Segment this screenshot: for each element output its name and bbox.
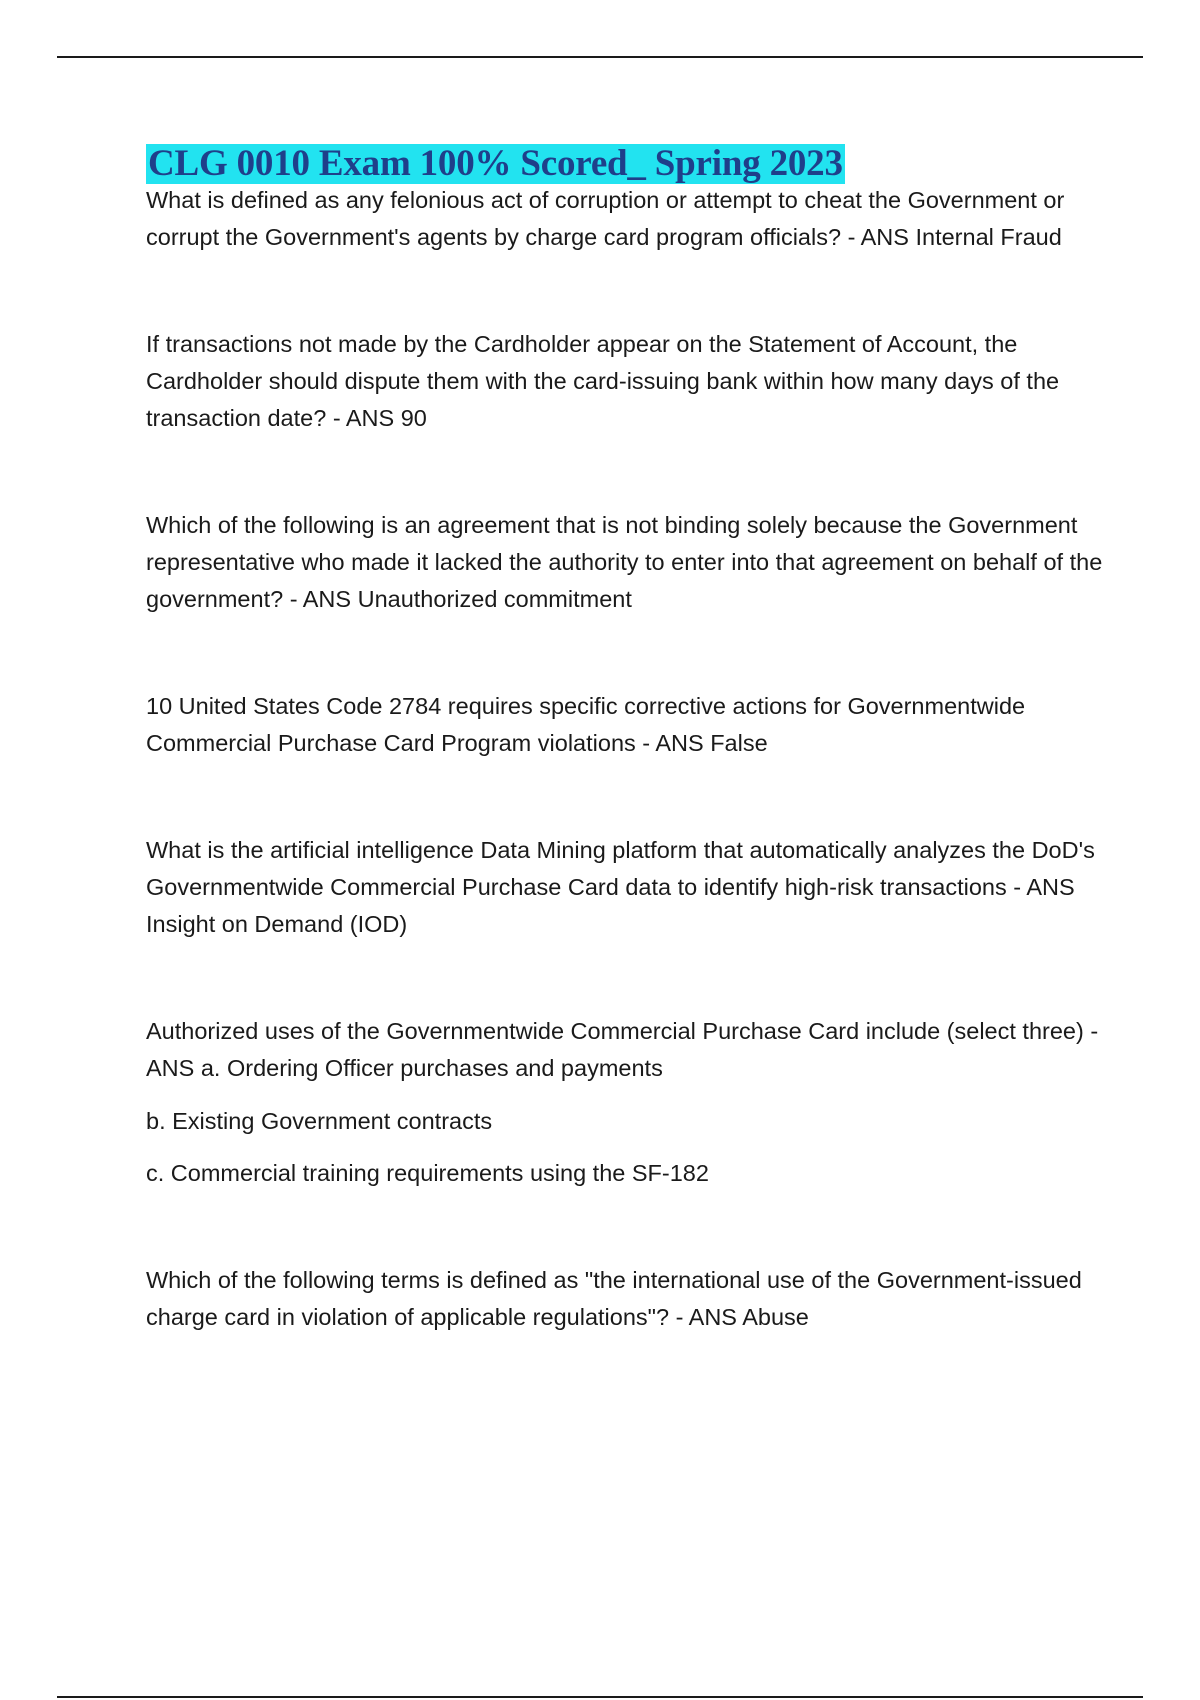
question-6-option-b: b. Existing Government contracts xyxy=(146,1108,493,1134)
question-4: 10 United States Code 2784 requires specific corrective actions for Governmentwide Commercial Purchase Card Program violations - ANS False xyxy=(146,693,1026,756)
question-2: If transactions not made by the Cardholder appear on the Statement of Account, the Cardholder should dispute them with the card-issuing bank within how many days of the transaction date? - ANS 90 xyxy=(146,331,1060,431)
question-7: Which of the following terms is defined as "the international use of the Government-issued charge card in violation of applicable regulations"? - ANS Abuse xyxy=(146,1267,1082,1330)
header-rule xyxy=(57,56,1143,58)
question-5: What is the artificial intelligence Data Mining platform that automatically analyzes the DoD's Governmentwide Commercial Purchase Card data to identify high-risk transactions - ANS Insight on Demand (IOD) xyxy=(146,837,1095,937)
question-6-option-c: c. Commercial training requirements using the SF-182 xyxy=(146,1160,709,1186)
question-6: Authorized uses of the Governmentwide Commercial Purchase Card include (select three) - ANS a. Ordering Officer purchases and payments xyxy=(146,1018,1099,1081)
question-3: Which of the following is an agreement that is not binding solely because the Government representative who made it lacked the authority to enter into that agreement on behalf of the government? - ANS Unauthorized commitment xyxy=(146,512,1103,612)
document-body xyxy=(146,144,1106,1336)
question-1: What is defined as any felonious act of corruption or attempt to cheat the Government or corrupt the Government's agents by charge card program officials? - ANS Internal Fraud xyxy=(146,187,1065,250)
footer-rule xyxy=(57,1696,1143,1698)
document-title: CLG 0010 Exam 100% Scored_ Spring 2023 xyxy=(148,143,843,184)
